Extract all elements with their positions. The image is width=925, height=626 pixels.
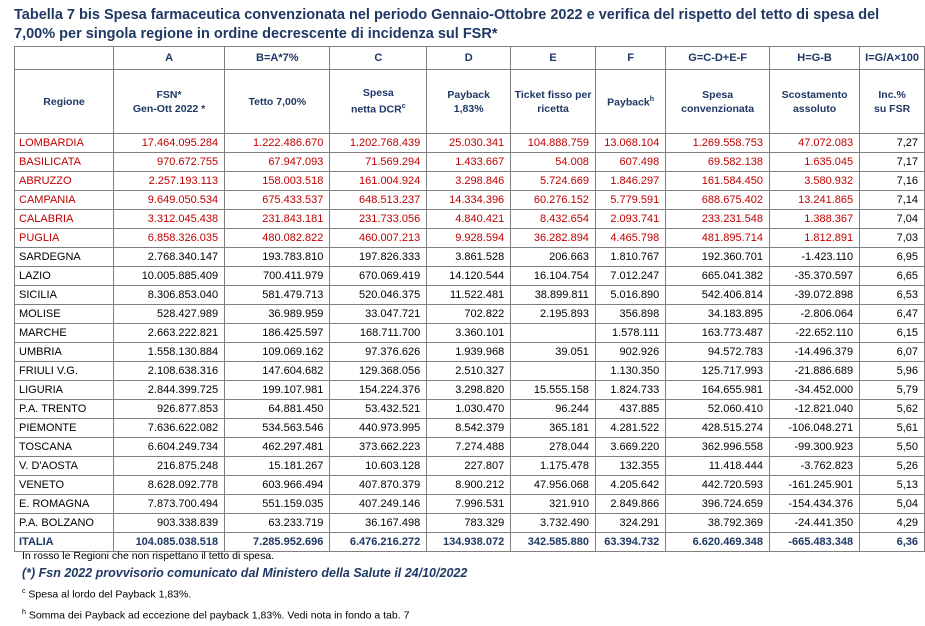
value-cell: 342.585.880 xyxy=(511,533,596,552)
value-cell: 71.569.294 xyxy=(330,153,427,172)
value-cell: 5,04 xyxy=(860,495,925,514)
data-table xyxy=(14,46,925,552)
value-cell: 63.233.719 xyxy=(225,514,330,533)
value-cell: 13.241.865 xyxy=(769,191,859,210)
value-cell: 1.388.367 xyxy=(769,210,859,229)
value-cell: 7.285.952.696 xyxy=(225,533,330,552)
table-row xyxy=(15,381,925,400)
value-cell: 10.603.128 xyxy=(330,457,427,476)
value-cell: 3.298.820 xyxy=(427,381,511,400)
value-cell: 7.012.247 xyxy=(595,267,665,286)
value-cell: 6,95 xyxy=(860,248,925,267)
table-row xyxy=(15,172,925,191)
value-cell: 161.004.924 xyxy=(330,172,427,191)
value-cell: -24.441.350 xyxy=(769,514,859,533)
letter-cell: A xyxy=(113,47,224,70)
value-cell: 233.231.548 xyxy=(666,210,770,229)
table-title: Tabella 7 bis Spesa farmaceutica convenzionata nel periodo Gennaio-Ottobre 2022 e verifica del rispetto del tetto di spesa del 7,00% per singola regione in ordine decrescente di incidenza sul FSR* xyxy=(14,7,880,42)
letter-cell xyxy=(15,47,114,70)
value-cell: 1.578.111 xyxy=(595,324,665,343)
value-cell: 8.306.853.040 xyxy=(113,286,224,305)
region-cell: E. ROMAGNA xyxy=(15,495,114,514)
value-cell: 15.181.267 xyxy=(225,457,330,476)
column-headers-row xyxy=(15,70,925,134)
value-cell: 670.069.419 xyxy=(330,267,427,286)
value-cell: 109.069.162 xyxy=(225,343,330,362)
value-cell: 36.282.894 xyxy=(511,229,596,248)
value-cell: 6,53 xyxy=(860,286,925,305)
table-row xyxy=(15,495,925,514)
value-cell: 1.269.558.753 xyxy=(666,134,770,153)
value-cell: 13.068.104 xyxy=(595,134,665,153)
value-cell: 17.464.095.284 xyxy=(113,134,224,153)
value-cell: 528.427.989 xyxy=(113,305,224,324)
table-row xyxy=(15,324,925,343)
value-cell: 603.966.494 xyxy=(225,476,330,495)
value-cell: -14.496.379 xyxy=(769,343,859,362)
value-cell: 3.732.490 xyxy=(511,514,596,533)
region-cell: PUGLIA xyxy=(15,229,114,248)
region-cell: MOLISE xyxy=(15,305,114,324)
value-cell: 227.807 xyxy=(427,457,511,476)
value-cell: 324.291 xyxy=(595,514,665,533)
value-cell: 365.181 xyxy=(511,419,596,438)
value-cell: 97.376.626 xyxy=(330,343,427,362)
header-incidenza: Inc.% su FSR xyxy=(860,70,925,134)
value-cell: 38.899.811 xyxy=(511,286,596,305)
value-cell: 7,27 xyxy=(860,134,925,153)
table-row xyxy=(15,400,925,419)
region-cell: CAMPANIA xyxy=(15,191,114,210)
value-cell: 63.394.732 xyxy=(595,533,665,552)
value-cell: 94.572.783 xyxy=(666,343,770,362)
value-cell: -3.762.823 xyxy=(769,457,859,476)
value-cell: 7,17 xyxy=(860,153,925,172)
table-row xyxy=(15,343,925,362)
value-cell: 8.628.092.778 xyxy=(113,476,224,495)
region-cell: BASILICATA xyxy=(15,153,114,172)
value-cell: 2.663.222.821 xyxy=(113,324,224,343)
value-cell: 52.060.410 xyxy=(666,400,770,419)
value-cell: 702.822 xyxy=(427,305,511,324)
table-row xyxy=(15,286,925,305)
region-cell: SICILIA xyxy=(15,286,114,305)
value-cell: 216.875.248 xyxy=(113,457,224,476)
value-cell: 5,13 xyxy=(860,476,925,495)
value-cell: -154.434.376 xyxy=(769,495,859,514)
value-cell: 38.792.369 xyxy=(666,514,770,533)
value-cell: 356.898 xyxy=(595,305,665,324)
value-cell: 14.120.544 xyxy=(427,267,511,286)
value-cell: 7,14 xyxy=(860,191,925,210)
value-cell: 2.849.866 xyxy=(595,495,665,514)
value-cell: 39.051 xyxy=(511,343,596,362)
value-cell: -1.423.110 xyxy=(769,248,859,267)
value-cell: 47.956.068 xyxy=(511,476,596,495)
value-cell: 147.604.682 xyxy=(225,362,330,381)
letter-cell: B=A*7% xyxy=(225,47,330,70)
column-letters-row xyxy=(15,47,925,70)
region-cell: VENETO xyxy=(15,476,114,495)
value-cell: 6.858.326.035 xyxy=(113,229,224,248)
value-cell: 1.810.767 xyxy=(595,248,665,267)
footnote-c: $^c$ Spesa al lordo del Payback 1,83%. xyxy=(22,588,192,601)
value-cell: 440.973.995 xyxy=(330,419,427,438)
value-cell: 700.411.979 xyxy=(225,267,330,286)
value-cell: 6,15 xyxy=(860,324,925,343)
value-cell: 2.195.893 xyxy=(511,305,596,324)
value-cell: 60.276.152 xyxy=(511,191,596,210)
value-cell: 8.542.379 xyxy=(427,419,511,438)
value-cell: 154.224.376 xyxy=(330,381,427,400)
value-cell: 197.826.333 xyxy=(330,248,427,267)
value-cell: 6.476.216.272 xyxy=(330,533,427,552)
value-cell: 1.433.667 xyxy=(427,153,511,172)
value-cell: 2.257.193.113 xyxy=(113,172,224,191)
value-cell: 607.498 xyxy=(595,153,665,172)
region-cell: UMBRIA xyxy=(15,343,114,362)
value-cell: 1.130.350 xyxy=(595,362,665,381)
value-cell: 163.773.487 xyxy=(666,324,770,343)
value-cell: 2.093.741 xyxy=(595,210,665,229)
table-row xyxy=(15,457,925,476)
value-cell: 442.720.593 xyxy=(666,476,770,495)
value-cell: 104.085.038.518 xyxy=(113,533,224,552)
value-cell: 4.465.798 xyxy=(595,229,665,248)
value-cell: 206.663 xyxy=(511,248,596,267)
value-cell: -665.483.348 xyxy=(769,533,859,552)
region-cell: LIGURIA xyxy=(15,381,114,400)
value-cell: 407.249.146 xyxy=(330,495,427,514)
value-cell: 4.281.522 xyxy=(595,419,665,438)
value-cell: 192.360.701 xyxy=(666,248,770,267)
value-cell: 132.355 xyxy=(595,457,665,476)
region-cell: P.A. TRENTO xyxy=(15,400,114,419)
value-cell: 11.522.481 xyxy=(427,286,511,305)
value-cell: 6.604.249.734 xyxy=(113,438,224,457)
value-cell: 2.510.327 xyxy=(427,362,511,381)
value-cell: 3.360.101 xyxy=(427,324,511,343)
value-cell: -161.245.901 xyxy=(769,476,859,495)
value-cell: 231.843.181 xyxy=(225,210,330,229)
region-cell: V. D'AOSTA xyxy=(15,457,114,476)
value-cell: 1.222.486.670 xyxy=(225,134,330,153)
value-cell: 4.205.642 xyxy=(595,476,665,495)
value-cell: -39.072.898 xyxy=(769,286,859,305)
value-cell: 7,04 xyxy=(860,210,925,229)
region-cell: TOSCANA xyxy=(15,438,114,457)
value-cell: 54.008 xyxy=(511,153,596,172)
value-cell: 428.515.274 xyxy=(666,419,770,438)
letter-cell: G=C-D+E-F xyxy=(666,47,770,70)
header-payback: Payback$^h$ xyxy=(595,70,665,134)
table-row xyxy=(15,514,925,533)
value-cell: -106.048.271 xyxy=(769,419,859,438)
value-cell: 16.104.754 xyxy=(511,267,596,286)
letter-cell: E xyxy=(511,47,596,70)
value-cell: 5,79 xyxy=(860,381,925,400)
value-cell: 231.733.056 xyxy=(330,210,427,229)
value-cell: 36.989.959 xyxy=(225,305,330,324)
value-cell: 5,61 xyxy=(860,419,925,438)
value-cell: 5.724.669 xyxy=(511,172,596,191)
value-cell: -35.370.597 xyxy=(769,267,859,286)
table-body xyxy=(15,134,925,552)
value-cell: 104.888.759 xyxy=(511,134,596,153)
value-cell: 4.840.421 xyxy=(427,210,511,229)
value-cell: 5,26 xyxy=(860,457,925,476)
footnotes xyxy=(22,549,467,626)
value-cell: -34.452.000 xyxy=(769,381,859,400)
value-cell: 481.895.714 xyxy=(666,229,770,248)
value-cell: 15.555.158 xyxy=(511,381,596,400)
table-row xyxy=(15,210,925,229)
value-cell: 1.846.297 xyxy=(595,172,665,191)
table-row xyxy=(15,267,925,286)
value-cell: 33.047.721 xyxy=(330,305,427,324)
value-cell: 688.675.402 xyxy=(666,191,770,210)
value-cell: 3.298.846 xyxy=(427,172,511,191)
value-cell: 460.007.213 xyxy=(330,229,427,248)
value-cell: 970.672.755 xyxy=(113,153,224,172)
table-row xyxy=(15,134,925,153)
value-cell: 158.003.518 xyxy=(225,172,330,191)
value-cell xyxy=(511,362,596,381)
letter-cell: D xyxy=(427,47,511,70)
header-ticket: Ticket fisso per ricetta xyxy=(511,70,596,134)
value-cell: 321.910 xyxy=(511,495,596,514)
value-cell: 64.881.450 xyxy=(225,400,330,419)
table-row xyxy=(15,419,925,438)
value-cell: 648.513.237 xyxy=(330,191,427,210)
footnote-red: In rosso le Regioni che non rispettano il tetto di spesa. xyxy=(22,550,275,562)
table-row xyxy=(15,248,925,267)
value-cell: 1.558.130.884 xyxy=(113,343,224,362)
table-row xyxy=(15,153,925,172)
value-cell: 5,50 xyxy=(860,438,925,457)
value-cell: 7,16 xyxy=(860,172,925,191)
region-cell: CALABRIA xyxy=(15,210,114,229)
value-cell: -21.886.689 xyxy=(769,362,859,381)
region-cell: ABRUZZO xyxy=(15,172,114,191)
header-tetto: Tetto 7,00% xyxy=(225,70,330,134)
value-cell: 69.582.138 xyxy=(666,153,770,172)
value-cell: 47.072.083 xyxy=(769,134,859,153)
value-cell: 161.584.450 xyxy=(666,172,770,191)
value-cell: 675.433.537 xyxy=(225,191,330,210)
value-cell: 96.244 xyxy=(511,400,596,419)
value-cell: 5.016.890 xyxy=(595,286,665,305)
table-row xyxy=(15,305,925,324)
value-cell: 193.783.810 xyxy=(225,248,330,267)
value-cell: 3.861.528 xyxy=(427,248,511,267)
letter-cell: I=G/A×100 xyxy=(860,47,925,70)
value-cell: 665.041.382 xyxy=(666,267,770,286)
value-cell: 1.202.768.439 xyxy=(330,134,427,153)
region-cell: LAZIO xyxy=(15,267,114,286)
value-cell: 551.159.035 xyxy=(225,495,330,514)
value-cell: 67.947.093 xyxy=(225,153,330,172)
value-cell: 6,36 xyxy=(860,533,925,552)
letter-cell: F xyxy=(595,47,665,70)
region-cell: FRIULI V.G. xyxy=(15,362,114,381)
table-row xyxy=(15,191,925,210)
value-cell: 437.885 xyxy=(595,400,665,419)
value-cell: 396.724.659 xyxy=(666,495,770,514)
value-cell: 11.418.444 xyxy=(666,457,770,476)
value-cell: 5,96 xyxy=(860,362,925,381)
value-cell: 125.717.993 xyxy=(666,362,770,381)
footnote-fsn: (*) Fsn 2022 provvisorio comunicato dal Ministero della Salute il 24/10/2022 xyxy=(22,566,468,580)
region-cell: SARDEGNA xyxy=(15,248,114,267)
value-cell: 36.167.498 xyxy=(330,514,427,533)
value-cell: 902.926 xyxy=(595,343,665,362)
value-cell: 462.297.481 xyxy=(225,438,330,457)
value-cell: 186.425.597 xyxy=(225,324,330,343)
value-cell: 4,29 xyxy=(860,514,925,533)
value-cell: -12.821.040 xyxy=(769,400,859,419)
value-cell: 6.620.469.348 xyxy=(666,533,770,552)
value-cell: 14.334.396 xyxy=(427,191,511,210)
value-cell: 1.812.891 xyxy=(769,229,859,248)
value-cell: 1.635.045 xyxy=(769,153,859,172)
value-cell: 34.183.895 xyxy=(666,305,770,324)
header-spesa-convenzionata: Spesa convenzionata xyxy=(666,70,770,134)
value-cell: 2.844.399.725 xyxy=(113,381,224,400)
letter-cell: C xyxy=(330,47,427,70)
table-row xyxy=(15,362,925,381)
value-cell: 362.996.558 xyxy=(666,438,770,457)
value-cell: 520.046.375 xyxy=(330,286,427,305)
value-cell: 903.338.839 xyxy=(113,514,224,533)
value-cell: 129.368.056 xyxy=(330,362,427,381)
value-cell xyxy=(511,324,596,343)
value-cell: 7.636.622.082 xyxy=(113,419,224,438)
value-cell: -22.652.110 xyxy=(769,324,859,343)
value-cell: 7.996.531 xyxy=(427,495,511,514)
value-cell: 581.479.713 xyxy=(225,286,330,305)
header-spesa-netta: Spesa netta DCR$^c$ xyxy=(330,70,427,134)
footnote-h: $^h$ Somma dei Payback ad eccezione del payback 1,83%. Vedi nota in fondo a tab. 7 xyxy=(22,608,410,621)
value-cell: 783.329 xyxy=(427,514,511,533)
table-row xyxy=(15,476,925,495)
region-cell: ITALIA xyxy=(15,533,114,552)
header-payback-183: Payback 1,83% xyxy=(427,70,511,134)
value-cell: 6,65 xyxy=(860,267,925,286)
value-cell: 5,62 xyxy=(860,400,925,419)
value-cell: 9.928.594 xyxy=(427,229,511,248)
value-cell: 25.030.341 xyxy=(427,134,511,153)
value-cell: 7.274.488 xyxy=(427,438,511,457)
letter-cell: H=G-B xyxy=(769,47,859,70)
value-cell: 8.900.212 xyxy=(427,476,511,495)
value-cell: 542.406.814 xyxy=(666,286,770,305)
table-row xyxy=(15,438,925,457)
value-cell: 10.005.885.409 xyxy=(113,267,224,286)
value-cell: 1.030.470 xyxy=(427,400,511,419)
value-cell: 3.312.045.438 xyxy=(113,210,224,229)
value-cell: 2.108.638.316 xyxy=(113,362,224,381)
value-cell: 9.649.050.534 xyxy=(113,191,224,210)
value-cell: 5.779.591 xyxy=(595,191,665,210)
header-scostamento: Scostamento assoluto xyxy=(769,70,859,134)
header-regione: Regione xyxy=(15,70,114,134)
value-cell: 1.824.733 xyxy=(595,381,665,400)
region-cell: MARCHE xyxy=(15,324,114,343)
value-cell: 3.669.220 xyxy=(595,438,665,457)
value-cell: 8.432.654 xyxy=(511,210,596,229)
value-cell: 199.107.981 xyxy=(225,381,330,400)
table-row xyxy=(15,229,925,248)
value-cell: 1.175.478 xyxy=(511,457,596,476)
value-cell: 53.432.521 xyxy=(330,400,427,419)
value-cell: 168.711.700 xyxy=(330,324,427,343)
value-cell: 164.655.981 xyxy=(666,381,770,400)
value-cell: 926.877.853 xyxy=(113,400,224,419)
value-cell: 534.563.546 xyxy=(225,419,330,438)
value-cell: 3.580.932 xyxy=(769,172,859,191)
value-cell: 480.082.822 xyxy=(225,229,330,248)
value-cell: 2.768.340.147 xyxy=(113,248,224,267)
region-cell: LOMBARDIA xyxy=(15,134,114,153)
value-cell: 407.870.379 xyxy=(330,476,427,495)
header-fsn: FSN* Gen-Ott 2022 * xyxy=(113,70,224,134)
region-cell: P.A. BOLZANO xyxy=(15,514,114,533)
value-cell: 1.939.968 xyxy=(427,343,511,362)
value-cell: -2.806.064 xyxy=(769,305,859,324)
value-cell: 134.938.072 xyxy=(427,533,511,552)
value-cell: -99.300.923 xyxy=(769,438,859,457)
value-cell: 7.873.700.494 xyxy=(113,495,224,514)
value-cell: 278.044 xyxy=(511,438,596,457)
value-cell: 7,03 xyxy=(860,229,925,248)
value-cell: 373.662.223 xyxy=(330,438,427,457)
value-cell: 6,47 xyxy=(860,305,925,324)
value-cell: 6,07 xyxy=(860,343,925,362)
region-cell: PIEMONTE xyxy=(15,419,114,438)
